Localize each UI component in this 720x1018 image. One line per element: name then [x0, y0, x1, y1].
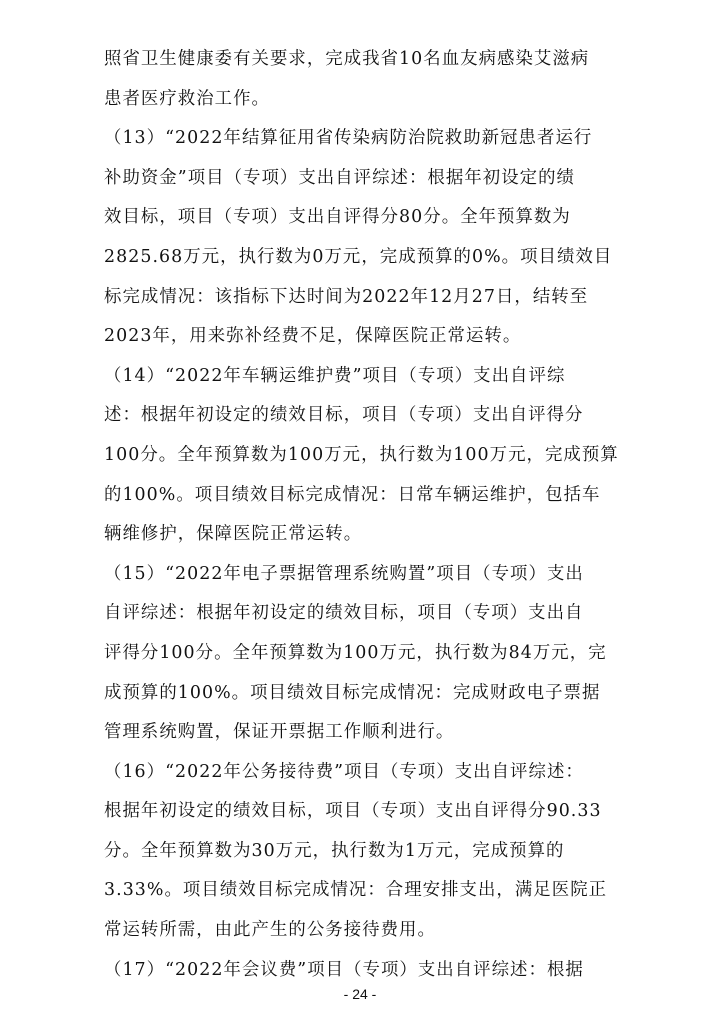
text-line: （17）“2022年会议费”项目（专项）支出自评综述：根据 [104, 959, 584, 980]
text-line: 分。全年预算数为30万元，执行数为1万元，完成预算的 [104, 840, 565, 861]
text-line: 效目标，项目（专项）支出自评得分80分。全年预算数为 [104, 207, 571, 228]
text-line: 管理系统购置，保证开票据工作顺利进行。 [104, 722, 455, 743]
text-line: 患者医疗救治工作。 [104, 88, 270, 109]
text-line: 2023年，用来弥补经费不足，保障医院正常运转。 [104, 326, 522, 347]
text-line: 标完成情况：该指标下达时间为2022年12月27日，结转至 [104, 286, 589, 307]
text-line: 3.33%。项目绩效目标完成情况：合理安排支出，满足医院正 [104, 880, 608, 901]
text-line: 100分。全年预算数为100万元，执行数为100万元，完成预算 [104, 444, 619, 465]
text-line: 的100%。项目绩效目标完成情况：日常车辆运维护，包括车 [104, 484, 601, 505]
text-line: 自评综述：根据年初设定的绩效目标，项目（专项）支出自 [104, 603, 584, 624]
page-number: - 24 - [343, 986, 377, 1002]
body-text [104, 40, 624, 990]
text-line: 评得分100分。全年预算数为100万元，执行数为84万元，完 [104, 642, 607, 663]
text-line: 常运转所需，由此产生的公务接待费用。 [104, 920, 436, 941]
text-line: （13）“2022年结算征用省传染病防治院救助新冠患者运行 [104, 128, 593, 149]
text-line: 述：根据年初设定的绩效目标，项目（专项）支出自评得分 [104, 405, 584, 426]
text-line: 辆维修护，保障医院正常运转。 [104, 524, 363, 545]
text-line: 成预算的100%。项目绩效目标完成情况：完成财政电子票据 [104, 682, 601, 703]
text-line: （15）“2022年电子票据管理系统购置”项目（专项）支出 [104, 563, 584, 584]
text-line: 根据年初设定的绩效目标，项目（专项）支出自评得分90.33 [104, 801, 602, 822]
text-line: （14）“2022年车辆运维护费”项目（专项）支出自评综 [104, 365, 566, 386]
text-line: 照省卫生健康委有关要求，完成我省10名血友病感染艾滋病 [104, 49, 590, 69]
text-line: 补助资金”项目（专项）支出自评综述：根据年初设定的绩 [104, 167, 575, 188]
text-line: 2825.68万元，执行数为0万元，完成预算的0%。项目绩效目 [104, 246, 613, 267]
text-line: （16）“2022年公务接待费”项目（专项）支出自评综述： [104, 761, 584, 782]
